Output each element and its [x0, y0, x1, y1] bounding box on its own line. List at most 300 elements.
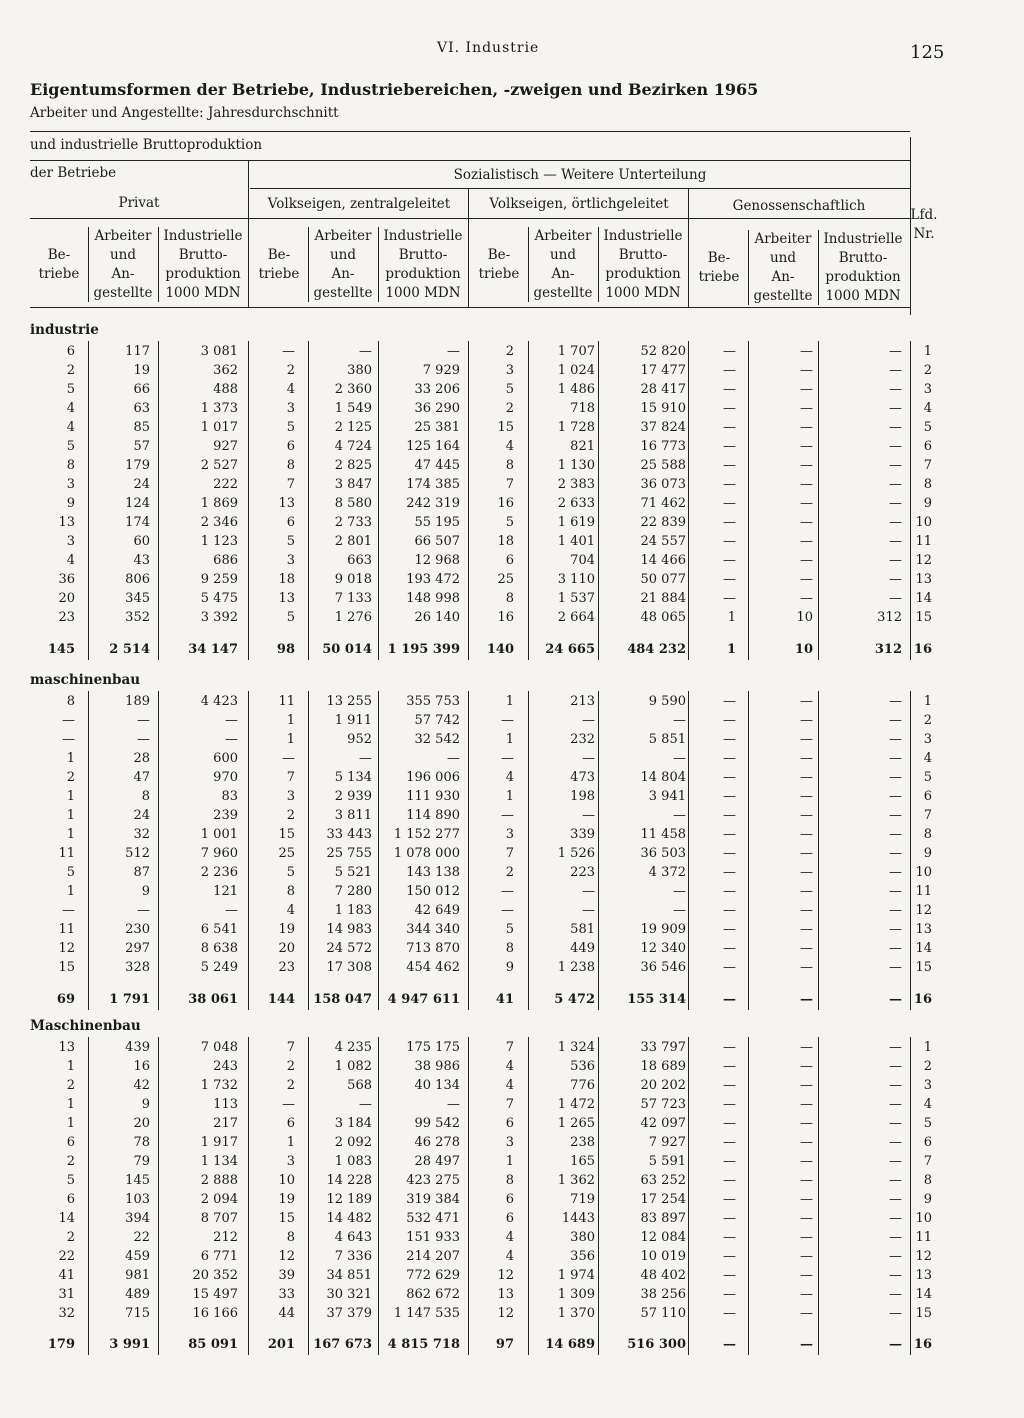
table-cell: 3: [505, 827, 514, 842]
table-cell: —: [889, 1135, 902, 1150]
table-cell: 18: [497, 534, 514, 549]
table-cell: 352: [125, 610, 150, 625]
table-cell: 21 884: [640, 591, 686, 606]
table-cell: 2: [286, 1059, 295, 1074]
table-cell: —: [889, 1097, 902, 1112]
table-cell: 6: [505, 553, 514, 568]
table-cell: 1 134: [200, 1154, 238, 1169]
table-cell: 48 065: [640, 610, 686, 625]
table-cell: 380: [570, 1230, 595, 1245]
table-cell: —: [723, 1154, 736, 1169]
table-cell: —: [359, 1097, 372, 1112]
table-cell: —: [225, 713, 238, 728]
table-cell: —: [889, 477, 902, 492]
table-cell: 1 537: [557, 591, 595, 606]
table-cell: —: [889, 1230, 902, 1245]
table-cell: 3 110: [557, 572, 595, 587]
row-number: 1: [923, 344, 932, 359]
table-cell: —: [889, 591, 902, 606]
table-cell: 1 362: [557, 1173, 595, 1188]
table-cell: 6: [505, 1211, 514, 1226]
table-cell: 4: [505, 770, 514, 785]
table-cell: 12: [497, 1268, 514, 1283]
table-cell: 6: [286, 439, 295, 454]
table-cell: 24 572: [326, 941, 372, 956]
table-cell: 3: [286, 553, 295, 568]
rule-column: [88, 691, 89, 1010]
row-number: 14: [915, 1287, 932, 1302]
table-cell: —: [800, 439, 813, 454]
table-cell: —: [62, 713, 75, 728]
row-number: 4: [923, 401, 932, 416]
table-cell: 11: [278, 694, 295, 709]
table-cell: —: [673, 884, 686, 899]
table-cell: 42 649: [414, 903, 460, 918]
table-cell: —: [889, 903, 902, 918]
row-number: 10: [915, 1211, 932, 1226]
table-cell: —: [723, 1173, 736, 1188]
table-cell: 11 458: [640, 827, 686, 842]
subtitle: Arbeiter und Angestellte: Jahresdurchschnitt: [30, 105, 339, 121]
table-cell: 57 723: [640, 1097, 686, 1112]
row-number: 11: [915, 534, 932, 549]
rule-column: [528, 341, 529, 660]
table-cell: 4: [66, 401, 75, 416]
table-cell: 34 851: [326, 1268, 372, 1283]
table-cell: 179: [125, 458, 150, 473]
table-cell: 4 724: [334, 439, 372, 454]
table-cell: 5: [66, 382, 75, 397]
table-cell: 6: [66, 1192, 75, 1207]
table-cell-total: 1: [726, 642, 736, 657]
table-cell: —: [501, 751, 514, 766]
row-number: 13: [915, 1268, 932, 1283]
section-label: industrie: [30, 322, 99, 338]
table-cell-total: 1 791: [109, 992, 150, 1007]
table-cell: 1 130: [557, 458, 595, 473]
rule-column: [598, 1037, 599, 1355]
table-cell: 2: [66, 1230, 75, 1245]
table-cell: 17 254: [640, 1192, 686, 1207]
table-cell: —: [889, 1173, 902, 1188]
table-cell: 380: [347, 363, 372, 378]
row-number: 8: [923, 827, 932, 842]
table-cell-total: —: [889, 992, 902, 1007]
table-cell-total: 201: [267, 1337, 295, 1352]
rule-lfd: [910, 137, 911, 315]
table-cell: 5: [66, 439, 75, 454]
table-cell: —: [889, 827, 902, 842]
table-cell: —: [800, 922, 813, 937]
table-cell: 6: [505, 1192, 514, 1207]
table-cell: —: [582, 751, 595, 766]
col-betriebe: Be- triebe: [478, 247, 520, 282]
rule-column: [910, 691, 911, 1010]
row-number: 3: [923, 1078, 932, 1093]
col-arbeiter-angestellte: Arbeiter und An- gestellte: [313, 228, 373, 301]
table-cell: —: [800, 1154, 813, 1169]
table-cell: 1: [505, 694, 514, 709]
table-cell: 26 140: [414, 610, 460, 625]
table-cell-total: 140: [486, 642, 514, 657]
table-cell: 2: [505, 865, 514, 880]
table-cell: 1: [66, 808, 75, 823]
table-cell: 1: [286, 732, 295, 747]
table-cell: —: [800, 941, 813, 956]
table-cell: 198: [570, 789, 595, 804]
table-cell: —: [723, 515, 736, 530]
table-cell: 7 336: [334, 1249, 372, 1264]
table-cell: 362: [213, 363, 238, 378]
table-cell: 12: [58, 941, 75, 956]
table-cell: 25 755: [326, 846, 372, 861]
rule-subcol: [818, 230, 819, 305]
table-cell: 3: [505, 363, 514, 378]
row-number: 11: [915, 884, 932, 899]
table-cell: 16: [133, 1059, 150, 1074]
table-cell: 10: [278, 1173, 295, 1188]
table-cell: 4: [66, 553, 75, 568]
table-cell: 9 259: [200, 572, 238, 587]
row-number: 1: [923, 694, 932, 709]
row-number: 2: [923, 363, 932, 378]
table-cell: 25: [497, 572, 514, 587]
row-number: 16: [913, 642, 932, 657]
table-cell: 489: [125, 1287, 150, 1302]
table-cell: —: [889, 846, 902, 861]
rule-subcol: [308, 227, 309, 302]
table-cell: —: [889, 344, 902, 359]
table-cell: 1: [66, 751, 75, 766]
table-cell: 175 175: [406, 1040, 460, 1055]
table-cell: 8: [505, 1173, 514, 1188]
table-cell: 8: [286, 1230, 295, 1245]
row-number: 15: [915, 1306, 932, 1321]
table-cell: 33 206: [414, 382, 460, 397]
table-cell: 3: [286, 1154, 295, 1169]
table-cell-total: 4 815 718: [387, 1337, 460, 1352]
table-cell: 10 019: [640, 1249, 686, 1264]
table-cell: 7 960: [200, 846, 238, 861]
table-cell: 37 824: [640, 420, 686, 435]
table-cell: 2 092: [334, 1135, 372, 1150]
table-cell: 8 580: [334, 496, 372, 511]
table-cell: 5 475: [200, 591, 238, 606]
table-cell: 12 340: [640, 941, 686, 956]
table-cell: 25: [278, 846, 295, 861]
table-cell: —: [137, 732, 150, 747]
table-cell: 6: [286, 515, 295, 530]
table-cell: 57 742: [414, 713, 460, 728]
table-cell: 238: [570, 1135, 595, 1150]
rule-column: [910, 341, 911, 660]
table-cell: —: [137, 713, 150, 728]
table-cell: —: [889, 1287, 902, 1302]
table-cell: 230: [125, 922, 150, 937]
table-cell: 71 462: [640, 496, 686, 511]
table-cell: 63: [133, 401, 150, 416]
table-cell: 15: [497, 420, 514, 435]
table-cell: 454 462: [406, 960, 460, 975]
table-cell: —: [800, 515, 813, 530]
table-cell: 189: [125, 694, 150, 709]
table-cell: 7: [286, 477, 295, 492]
table-cell: —: [447, 751, 460, 766]
table-cell-total: 85 091: [188, 1337, 238, 1352]
table-cell: —: [800, 903, 813, 918]
rule-column: [748, 1037, 749, 1355]
row-number: 11: [915, 1230, 932, 1245]
table-cell: —: [723, 1192, 736, 1207]
rule-column: [748, 691, 749, 1010]
rule-column: [688, 1037, 689, 1355]
table-cell: 36 546: [640, 960, 686, 975]
table-cell: 2 733: [334, 515, 372, 530]
col-group-gen: Genossenschaftlich: [732, 198, 866, 214]
table-cell: —: [673, 713, 686, 728]
table-cell: 25 588: [640, 458, 686, 473]
table-cell: 663: [347, 553, 372, 568]
table-cell: 9 018: [334, 572, 372, 587]
table-cell: 2 236: [200, 865, 238, 880]
table-cell: 3: [286, 789, 295, 804]
table-cell: —: [359, 344, 372, 359]
table-cell: 125 164: [406, 439, 460, 454]
table-cell: 9: [141, 884, 150, 899]
table-cell: —: [501, 808, 514, 823]
table-cell: 13 255: [326, 694, 372, 709]
table-cell: 18 689: [640, 1059, 686, 1074]
col-bruttoproduktion: Industrielle Brutto- produktion 1000 MDN: [163, 228, 243, 301]
table-cell: 1: [505, 1154, 514, 1169]
table-cell: —: [889, 1116, 902, 1131]
table-cell: —: [800, 477, 813, 492]
table-cell: —: [889, 808, 902, 823]
table-cell: —: [800, 1059, 813, 1074]
table-cell: 9: [505, 960, 514, 975]
table-cell: 57: [133, 439, 150, 454]
table-cell: 28: [133, 751, 150, 766]
table-cell: —: [723, 1097, 736, 1112]
table-cell: 28 417: [640, 382, 686, 397]
table-cell: 232: [570, 732, 595, 747]
rule-group-2: [468, 188, 469, 307]
table-cell: 1: [505, 732, 514, 747]
table-cell: —: [723, 694, 736, 709]
table-cell-total: 50 014: [322, 642, 372, 657]
table-cell: 63 252: [640, 1173, 686, 1188]
table-cell: —: [723, 477, 736, 492]
table-cell: 2 825: [334, 458, 372, 473]
table-cell: —: [800, 382, 813, 397]
row-number: 7: [923, 808, 932, 823]
table-cell-total: 97: [495, 1337, 514, 1352]
table-cell: —: [889, 884, 902, 899]
rule-column: [598, 341, 599, 660]
table-cell: 52 820: [640, 344, 686, 359]
table-cell: 41: [58, 1268, 75, 1283]
rule-header-groups: [30, 218, 910, 219]
row-number: 15: [915, 610, 932, 625]
table-cell: —: [800, 846, 813, 861]
table-cell: —: [282, 751, 295, 766]
table-cell: —: [800, 960, 813, 975]
table-cell: 13: [58, 515, 75, 530]
table-cell: 85: [133, 420, 150, 435]
table-cell: —: [723, 1249, 736, 1264]
table-cell: 2 383: [557, 477, 595, 492]
row-number: 5: [923, 1116, 932, 1131]
table-cell: —: [723, 382, 736, 397]
table-cell: 3 392: [200, 610, 238, 625]
table-cell: 213: [570, 694, 595, 709]
table-cell: 1 324: [557, 1040, 595, 1055]
table-cell: —: [800, 1040, 813, 1055]
table-cell: 1 083: [334, 1154, 372, 1169]
rule-top: [30, 131, 910, 132]
table-cell: —: [800, 553, 813, 568]
table-cell: —: [800, 572, 813, 587]
table-cell: 22: [58, 1249, 75, 1264]
table-cell: 2 346: [200, 515, 238, 530]
table-cell: —: [673, 751, 686, 766]
table-cell: 6 771: [200, 1249, 238, 1264]
col-bruttoproduktion: Industrielle Brutto- produktion 1000 MDN: [823, 231, 903, 304]
table-cell: 66 507: [414, 534, 460, 549]
table-cell: 99 542: [414, 1116, 460, 1131]
table-cell: 512: [125, 846, 150, 861]
table-cell: 16: [497, 496, 514, 511]
table-cell: 36 073: [640, 477, 686, 492]
table-cell: —: [723, 553, 736, 568]
table-cell: 345: [125, 591, 150, 606]
table-cell: —: [723, 713, 736, 728]
table-cell: 31: [58, 1287, 75, 1302]
col-group-sozialistisch: Sozialistisch — Weitere Unterteilung: [453, 167, 707, 183]
row-number: 16: [913, 992, 932, 1007]
table-cell: —: [282, 344, 295, 359]
row-number: 3: [923, 732, 932, 747]
rule-column: [528, 691, 529, 1010]
table-cell: 223: [570, 865, 595, 880]
table-cell: —: [723, 960, 736, 975]
table-cell: 5: [286, 420, 295, 435]
table-cell: —: [723, 496, 736, 511]
table-cell: 83 897: [640, 1211, 686, 1226]
table-cell: 6 541: [200, 922, 238, 937]
table-cell: 1 147 535: [393, 1306, 460, 1321]
rule-column: [158, 1037, 159, 1355]
rule-column: [468, 341, 469, 660]
table-cell: —: [889, 363, 902, 378]
page-number: 125: [910, 42, 945, 63]
rule-column: [308, 341, 309, 660]
table-cell: —: [447, 344, 460, 359]
table-cell-total: 516 300: [627, 1337, 686, 1352]
row-number: 2: [923, 1059, 932, 1074]
table-cell: 3: [505, 1135, 514, 1150]
table-cell: —: [889, 713, 902, 728]
table-cell: 15 910: [640, 401, 686, 416]
table-cell: 1 728: [557, 420, 595, 435]
table-cell: —: [800, 1230, 813, 1245]
table-cell: —: [723, 591, 736, 606]
table-cell: —: [800, 1249, 813, 1264]
table-cell: 44: [278, 1306, 295, 1321]
rule-column: [468, 691, 469, 1010]
table-cell: 22: [133, 1230, 150, 1245]
rule-column: [468, 1037, 469, 1355]
table-cell: 1: [505, 789, 514, 804]
table-cell: —: [800, 496, 813, 511]
table-cell: 243: [213, 1059, 238, 1074]
table-cell: 20 352: [192, 1268, 238, 1283]
rule-column: [688, 691, 689, 1010]
table-cell: 8: [286, 884, 295, 899]
table-cell: 319 384: [406, 1192, 460, 1207]
table-cell: —: [800, 808, 813, 823]
table-cell: 9 590: [648, 694, 686, 709]
table-cell: 38 986: [414, 1059, 460, 1074]
rule-group-3: [688, 188, 689, 307]
rule-subcol: [378, 227, 379, 302]
row-number: 8: [923, 1173, 932, 1188]
table-cell: —: [723, 1135, 736, 1150]
table-cell: —: [800, 1287, 813, 1302]
table-cell: —: [723, 941, 736, 956]
table-cell: —: [800, 591, 813, 606]
table-cell: 970: [213, 770, 238, 785]
table-cell: —: [889, 420, 902, 435]
row-number: 5: [923, 420, 932, 435]
table-cell: 2: [505, 401, 514, 416]
table-cell: —: [889, 770, 902, 785]
table-cell: 6: [505, 1116, 514, 1131]
table-cell: 19: [278, 1192, 295, 1207]
table-cell-total: 312: [874, 642, 902, 657]
table-cell: —: [723, 1078, 736, 1093]
table-cell: —: [673, 808, 686, 823]
table-cell: 15: [278, 827, 295, 842]
table-cell: 214 207: [406, 1249, 460, 1264]
table-cell: 13: [497, 1287, 514, 1302]
row-number: 15: [915, 960, 932, 975]
table-cell: —: [889, 439, 902, 454]
table-cell-total: 167 673: [313, 1337, 372, 1352]
table-cell: —: [889, 941, 902, 956]
table-cell: —: [723, 808, 736, 823]
table-cell-total: 38 061: [188, 992, 238, 1007]
table-cell-total: 145: [47, 642, 75, 657]
row-number: 16: [913, 1337, 932, 1352]
table-cell: 19 909: [640, 922, 686, 937]
table-cell: 18: [278, 572, 295, 587]
table-cell: 7 929: [422, 363, 460, 378]
table-cell: 9: [141, 1097, 150, 1112]
table-cell: 12: [278, 1249, 295, 1264]
table-cell: 1 001: [200, 827, 238, 842]
table-cell-total: 155 314: [627, 992, 686, 1007]
table-cell: 66: [133, 382, 150, 397]
table-cell: 2 939: [334, 789, 372, 804]
table-cell: 355 753: [406, 694, 460, 709]
row-number: 5: [923, 770, 932, 785]
table-cell: 46 278: [414, 1135, 460, 1150]
col-arbeiter-angestellte: Arbeiter und An- gestellte: [93, 228, 153, 301]
table-cell: 1: [66, 884, 75, 899]
rule-column: [378, 1037, 379, 1355]
table-cell: 7: [505, 1040, 514, 1055]
